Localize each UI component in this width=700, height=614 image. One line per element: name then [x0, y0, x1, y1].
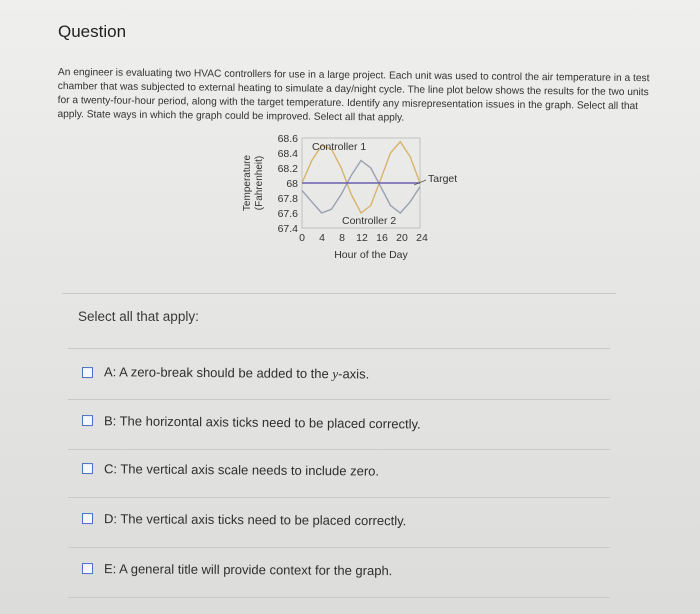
x-tick-label: 8 — [339, 232, 345, 244]
x-axis-label: Hour of the Day — [334, 249, 408, 261]
y-tick-label: 68.6 — [277, 133, 298, 145]
option-c-label: C: The vertical axis scale needs to include zero. — [103, 461, 380, 479]
option-e-label: E: A general title will provide context for the graph. — [103, 561, 393, 579]
option-divider — [68, 399, 610, 400]
x-tick-label: 12 — [356, 232, 368, 244]
y-tick-label: 68.4 — [277, 148, 298, 160]
line-chart — [230, 128, 480, 268]
option-divider — [68, 547, 610, 548]
section-divider — [62, 293, 616, 294]
x-tick-label: 20 — [396, 232, 408, 244]
option-divider — [68, 348, 610, 349]
option-b-checkbox[interactable] — [82, 415, 93, 426]
option-e[interactable] — [82, 561, 392, 578]
option-d[interactable] — [82, 511, 406, 528]
series-label-controller-2: Controller 2 — [342, 215, 397, 227]
option-divider — [68, 449, 610, 450]
option-c[interactable] — [82, 461, 379, 479]
question-body: An engineer is evaluating two HVAC controllers for use in a large project. Each unit was used to control the air temperature in a test chamber that was subjected to external heating to simulate a day/night cycle. The line plot below shows the results for the two units for a twenty-four-hour period, along with the target temperature. Identify any misrepresentation issues in the graph. Select all that apply. State ways in which the graph could be improved. Select all that apply. — [57, 66, 650, 124]
series-label-controller-1: Controller 1 — [312, 141, 367, 153]
option-divider — [68, 597, 610, 598]
x-tick-label: 16 — [376, 232, 388, 244]
y-tick-label: 68 — [286, 178, 298, 190]
option-b[interactable] — [82, 413, 421, 432]
question-title: Question — [58, 22, 127, 41]
y-axis-label: Temperature — [242, 154, 253, 212]
select-all-label: Select all that apply: — [78, 309, 199, 324]
option-c-checkbox[interactable] — [82, 463, 93, 474]
x-tick-label: 0 — [299, 232, 305, 244]
x-tick-label: 4 — [319, 232, 325, 244]
option-a-checkbox[interactable] — [82, 367, 93, 378]
series-line-controller-2 — [302, 161, 420, 214]
x-tick-label: 24 — [416, 232, 428, 244]
option-divider — [68, 497, 610, 498]
y-axis-label-unit: (Fahrenheit) — [254, 155, 265, 211]
option-d-label: D: The vertical axis ticks need to be placed correctly. — [103, 511, 407, 529]
option-a[interactable] — [82, 364, 369, 383]
series-label-target: Target — [428, 173, 458, 185]
y-tick-label: 67.8 — [277, 193, 298, 205]
chart-svg — [230, 128, 480, 268]
option-b-label: B: The horizontal axis ticks need to be placed correctly. — [103, 413, 421, 432]
y-tick-label: 67.6 — [277, 208, 298, 220]
y-tick-label: 67.4 — [277, 223, 298, 235]
y-tick-label: 68.2 — [277, 163, 298, 175]
option-e-checkbox[interactable] — [82, 563, 93, 574]
option-a-label: A: A zero-break should be added to the y-axis. — [103, 364, 370, 382]
option-d-checkbox[interactable] — [82, 513, 93, 524]
